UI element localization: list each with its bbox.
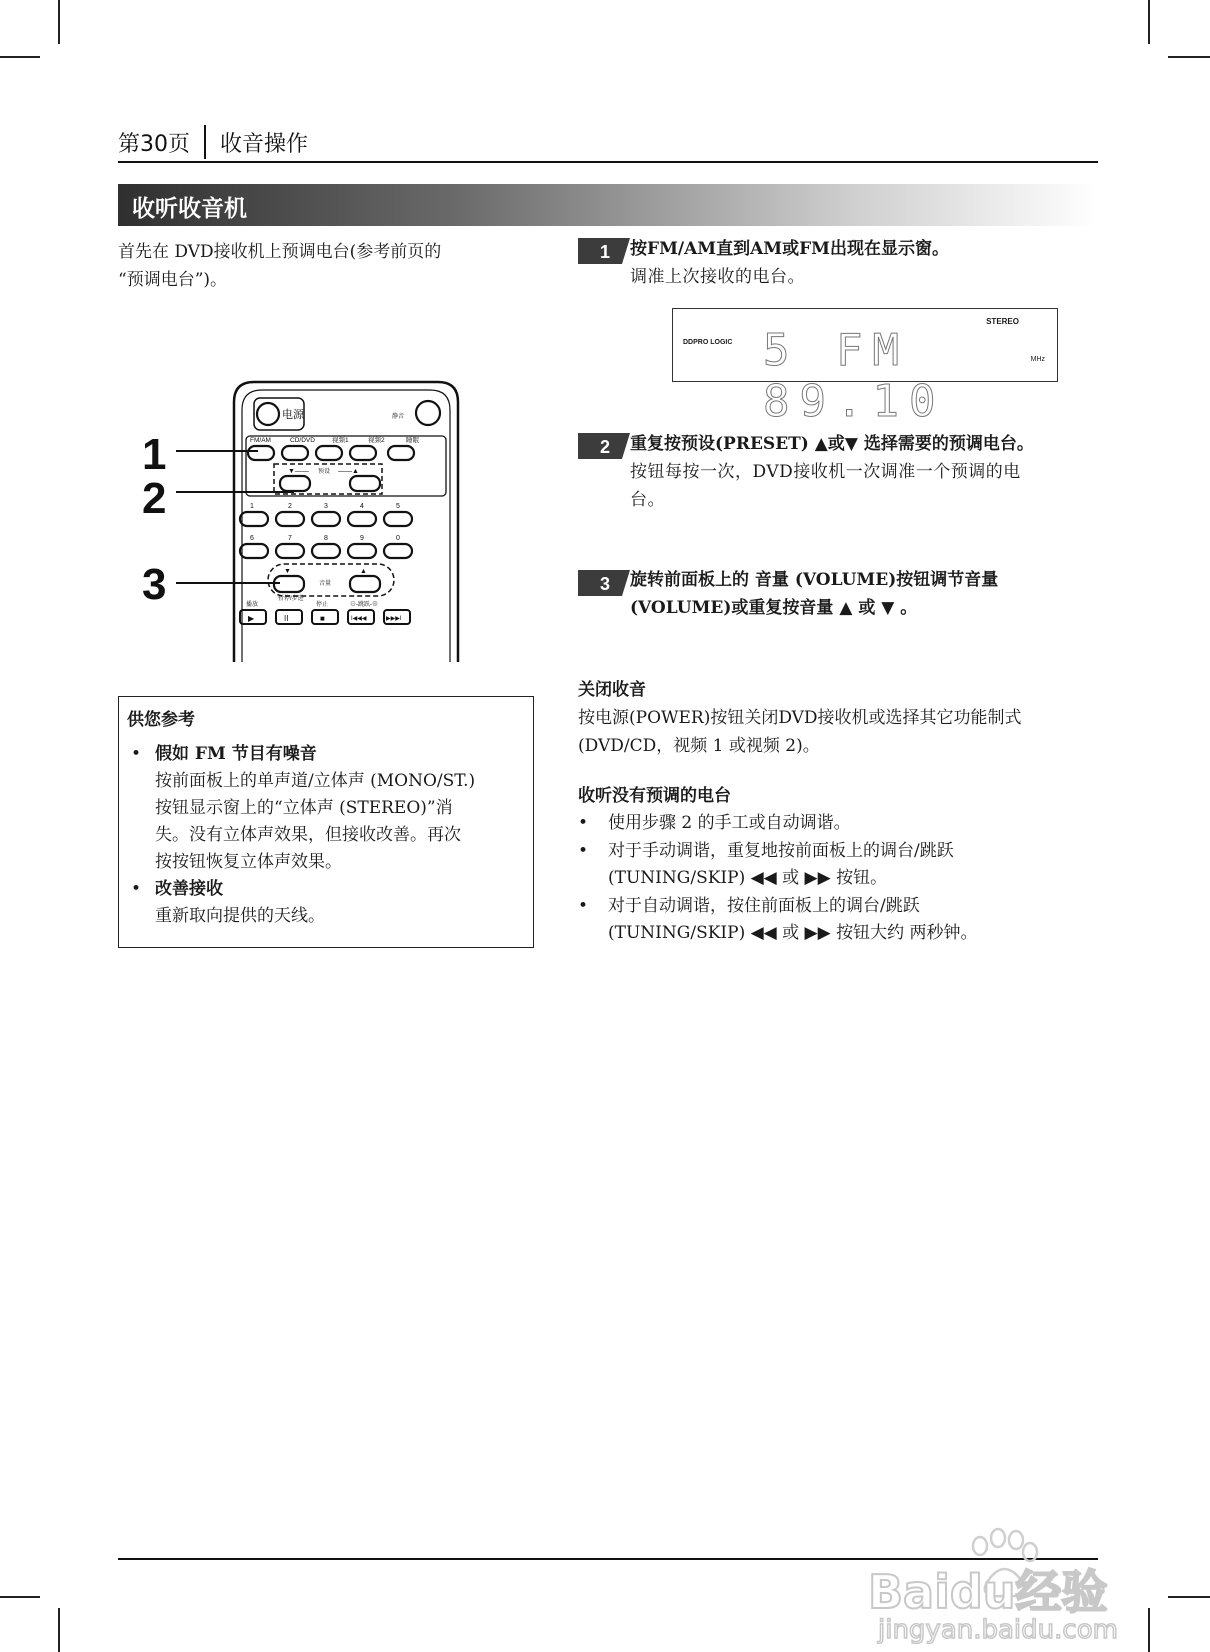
- banner-title: 收听收音机: [132, 195, 247, 222]
- header-rule: [118, 161, 1098, 163]
- svg-text:II: II: [284, 614, 289, 623]
- volume-label: 音量: [319, 581, 332, 587]
- svg-text:8: 8: [324, 535, 328, 542]
- callout-1: 1: [142, 430, 167, 479]
- svg-text:停止: 停止: [316, 602, 329, 608]
- header-separator: [204, 125, 206, 159]
- power-label: 电源: [282, 409, 304, 421]
- svg-text:▼: ▼: [284, 568, 291, 575]
- step-3: 旋转前面板上的 音量 (VOLUME)按钮调节音量 (VOLUME)或重复按音量 ▲ 或 ▼ 。: [630, 566, 998, 622]
- page-number: 第30页: [118, 131, 190, 157]
- reference-item-reception: • 改善接收 重新取向提供的天线。: [131, 879, 325, 926]
- row1-label-fmam: FM/AM: [250, 437, 271, 444]
- row1-label-cddvd: CD/DVD: [290, 437, 315, 444]
- video1-button: [316, 446, 342, 460]
- section-banner: [118, 184, 1098, 226]
- svg-text:3: 3: [600, 574, 611, 594]
- page-header: [118, 122, 308, 162]
- cddvd-button: [282, 446, 308, 460]
- svg-text:0: 0: [396, 535, 400, 542]
- preset-label: 预设: [318, 469, 331, 475]
- video2-button: [350, 446, 376, 460]
- svg-text:3: 3: [324, 503, 328, 510]
- preset-up-button: [350, 476, 380, 491]
- fmam-button: [248, 446, 274, 460]
- row1-label-video1: 视频1: [332, 437, 349, 444]
- remote-control-illustration: [232, 380, 460, 662]
- close-radio-title: 关闭收音: [578, 680, 646, 700]
- svg-text:9: 9: [360, 535, 364, 542]
- unpreset-bullet-1: • 使用步骤 2 的手工或自动调谐。: [578, 813, 851, 833]
- svg-text:4: 4: [360, 503, 364, 510]
- unpreset-bullet-3: • 对于自动调谐，按住前面板上的调台/跳跃 (TUNING/SKIP) ◀◀ 或 ▶▶ 按钮大约 两秒钟。: [578, 896, 978, 943]
- power-button: [257, 403, 279, 425]
- reference-title: 供您参考: [127, 710, 195, 730]
- unpreset-section: [578, 782, 731, 810]
- svg-text:⊖-跳跃-⊕: ⊖-跳跃-⊕: [350, 602, 378, 608]
- unpreset-bullet-2: • 对于手动调谐，重复地按前面板上的调台/跳跃 (TUNING/SKIP) ◀◀ 或 ▶▶ 按钮。: [578, 841, 954, 888]
- svg-text:▶: ▶: [248, 614, 255, 623]
- frequency-readout: 5 FM 89.10: [763, 325, 946, 427]
- svg-text:I◀◀◀: I◀◀◀: [351, 616, 367, 622]
- svg-text:1: 1: [250, 503, 254, 510]
- step-1-desc: 调准上次接收的电台。: [630, 267, 805, 287]
- sleep-button: [388, 446, 414, 460]
- callout-2: 2: [142, 474, 167, 523]
- step-2-badge: [578, 433, 630, 459]
- step-3-badge: [578, 570, 630, 596]
- intro-line-2: “预调电台”)。: [118, 270, 228, 290]
- svg-text:1: 1: [600, 242, 611, 262]
- reference-item-noise: • 假如 FM 节目有噪音 按前面板上的单声道/立体声 (MONO/ST.) 按钮显示窗上的“立体声 (STEREO)”消 失。没有立体声效果，但接收改善。再次 按按钮恢复立体声效果。: [131, 744, 476, 872]
- step-2: 重复按预设(PRESET) ▲或▼ 选择需要的预调电台。 按钮每按一次，DVD接收机一次调准一个预调的电 台。: [630, 430, 1034, 514]
- baidu-watermark: [868, 1524, 1158, 1644]
- step-1-title: 按FM/AM直到AM或FM出现在显示窗。: [630, 239, 949, 259]
- unpreset-title: 收听没有预调的电台: [578, 786, 731, 806]
- svg-text:2: 2: [600, 437, 611, 457]
- reference-box: [118, 696, 534, 948]
- step-2-title: 重复按预设(PRESET) ▲或▼ 选择需要的预调电台。: [630, 434, 1034, 454]
- svg-text:——▲: ——▲: [338, 468, 359, 475]
- watermark-url: jingyan.baidu.com: [878, 1615, 1118, 1644]
- row1-label-video2: 视频2: [368, 437, 385, 444]
- svg-text:播放: 播放: [246, 602, 259, 608]
- row1-label-sleep: 睡眠: [406, 437, 419, 444]
- close-radio-section: 关闭收音 按电源(POWER)按钮关闭DVD接收机或选择其它功能制式 (DVD/CD，视频 1 或视频 2)。: [578, 676, 1022, 760]
- section-title: 收音操作: [220, 131, 309, 157]
- mute-label: 静音: [392, 414, 405, 420]
- pro-logic-indicator: DDPRO LOGIC: [683, 339, 733, 346]
- receiver-display: [672, 308, 1058, 427]
- callout-3: 3: [142, 560, 167, 609]
- volume-down-button: [274, 576, 304, 592]
- stereo-indicator: STEREO: [986, 317, 1019, 326]
- svg-text:暂停/步进: 暂停/步进: [278, 596, 304, 602]
- step-1-badge: [578, 238, 630, 264]
- svg-text:7: 7: [288, 535, 292, 542]
- svg-text:2: 2: [288, 503, 292, 510]
- intro-line-1: 首先在 DVD接收机上预调电台(参考前页的: [118, 242, 442, 262]
- watermark-brand: Baidu经验: [868, 1565, 1108, 1619]
- svg-text:▶▶▶I: ▶▶▶I: [386, 616, 402, 622]
- intro-text: [118, 238, 441, 294]
- volume-up-button: [350, 576, 380, 592]
- svg-text:5: 5: [396, 503, 400, 510]
- preset-down-button: [280, 476, 310, 491]
- step-3-title: 旋转前面板上的 音量 (VOLUME)按钮调节音量: [630, 570, 999, 590]
- svg-text:▲: ▲: [360, 568, 367, 575]
- svg-text:6: 6: [250, 535, 254, 542]
- mhz-unit: MHz: [1030, 356, 1045, 363]
- svg-text:▼——: ▼——: [288, 468, 309, 475]
- step-1: [630, 235, 949, 291]
- mute-button: [416, 401, 440, 425]
- svg-text:■: ■: [320, 614, 325, 623]
